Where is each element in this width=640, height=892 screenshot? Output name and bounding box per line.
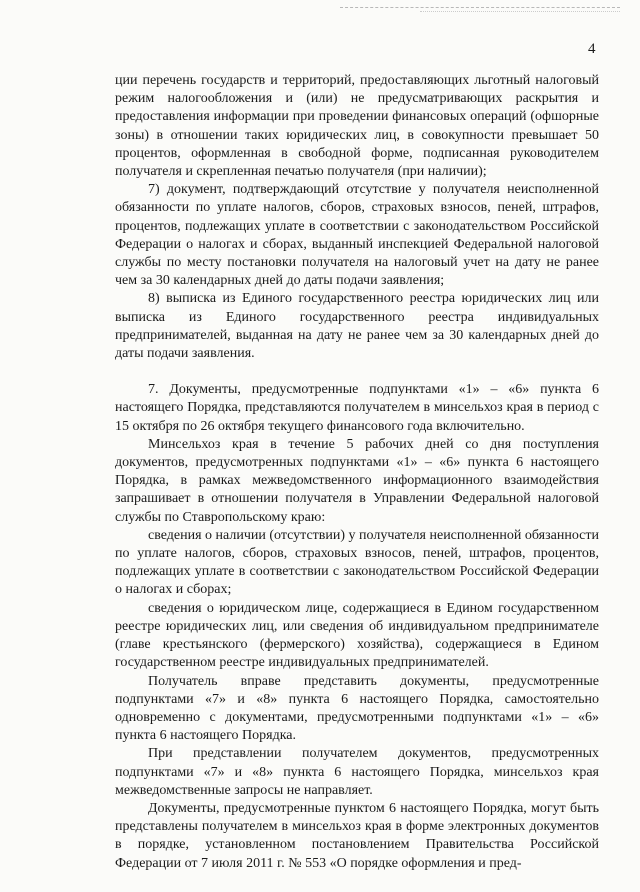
document-body [115,72,599,873]
paragraph-continuation: ции перечень государств и территорий, предоставляющих льготный налоговый режим налогообложения и (или) не предусматривающих раскрытия и предоставления информации при проведении финансовых операций (офшорные зоны) в отношении таких юридических лиц, в совокупности превышает 50 процентов, оформленная в свободной форме, подписанная руководителем получателя и скрепленная печатью получателя (при наличии); [115,73,599,180]
paragraph-registry-info: сведения о юридическом лице, содержащиеся в Едином государственном реестре юридических лиц, или сведения об индивидуальном предпринимателе (главе крестьянского (фермерского) хозяйства), содержащиеся в Едином государственном реестре индивидуальных предпринимателей. [115,600,599,671]
paragraph-tax-info: сведения о наличии (отсутствии) у получателя неисполненной обязанности по уплате налогов, сборов, страховых взносов, пеней, штрафов, процентов, подлежащих уплате в соответствии с законодательством Российской Федерации о налогах и сборах; [115,527,599,598]
page-number: 4 [588,41,596,57]
paragraph-interagency-request: Минсельхоз края в течение 5 рабочих дней со дня поступления документов, предусмотренных подпунктами «1» – «6» пункта 6 настоящего Порядка, в рамках межведомственного информационного взаимодействия запрашивает в отношении получателя в Управлении Федеральной налоговой службы по Ставропольскому краю: [115,436,599,525]
paragraph-electronic-docs: Документы, предусмотренные пунктом 6 настоящего Порядка, могут быть представлены получателем в минсельхоз края в форме электронных документов в порядке, установленном постановлением Правительства Российской Федерации от 7 июля 2011 г. № 553 «О порядке оформления и пред- [115,800,599,871]
paragraph-item-7: 7) документ, подтверждающий отсутствие у получателя неисполненной обязанности по уплате налогов, сборов, страховых взносов, пеней, штрафов, процентов, подлежащих уплате в соответствии с законодательством Российской Федерации о налогах и сборах, выданный инспекцией Федеральной налоговой службы по месту постановки получателя на налоговый учет на дату не ранее чем за 30 календарных дней до даты подачи заявления; [115,182,599,289]
scan-artifact-rule [420,11,620,12]
paragraph-no-requests: При представлении получателем документов, предусмотренных подпунктами «7» и «8» пункта 6 настоящего Порядка, минсельхоз края межведомственные запросы не направляет. [115,746,599,798]
section-gap [115,363,599,381]
paragraph-recipient-right: Получатель вправе представить документы, предусмотренные подпунктами «7» и «8» пункта 6 настоящего Порядка, самостоятельно одновременно с документами, предусмотренными подпунктами «1» – «6» пункта 6 настоящего Порядка. [115,673,599,744]
scan-artifact-rule [340,7,620,8]
paragraph-clause-7: 7. Документы, предусмотренные подпунктами «1» – «6» пункта 6 настоящего Порядка, представляются получателем в минсельхоз края в период с 15 октября по 26 октября текущего финансового года включительно. [115,382,599,434]
paragraph-item-8: 8) выписка из Единого государственного реестра юридических лиц или выписка из Единого государственного реестра индивидуальных предпринимателей, выданная на дату не ранее чем за 30 календарных дней до даты подачи заявления. [115,291,599,362]
